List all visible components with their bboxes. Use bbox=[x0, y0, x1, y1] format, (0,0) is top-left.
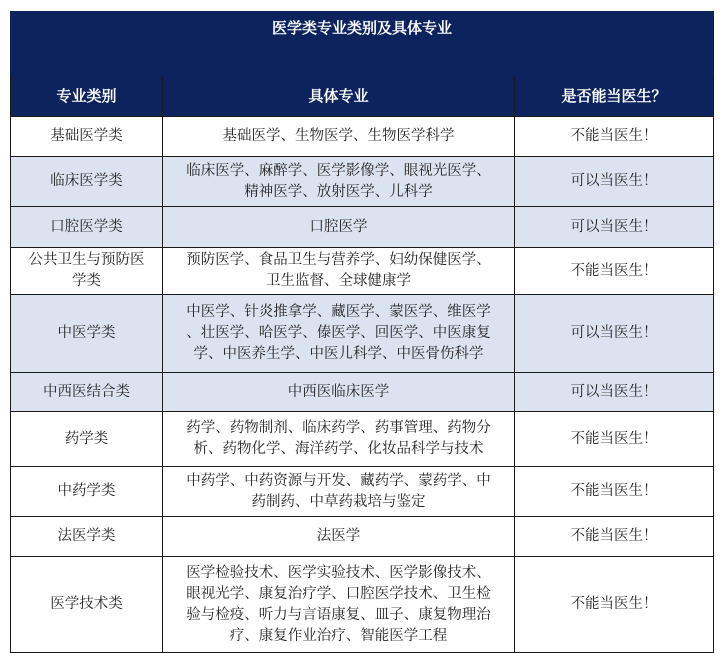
majors-cell-line: 卫生监督、全球健康学 bbox=[266, 273, 411, 289]
category-cell-line: 医学技术类 bbox=[50, 596, 123, 612]
category-cell bbox=[11, 517, 163, 557]
doctor-cell: 可以当医生！ bbox=[515, 295, 714, 373]
majors-cell-line: 基础医学、生物医学、生物医学科学 bbox=[222, 128, 455, 144]
table-row bbox=[11, 248, 714, 295]
majors-cell bbox=[163, 157, 515, 207]
majors-cell-line: 疗、康复作业治疗、智能医学工程 bbox=[229, 627, 448, 644]
doctor-cell: 可以当医生！ bbox=[515, 157, 714, 207]
majors-cell-line: 临床医学、麻醉学、医学影像学、眼视光医学、 bbox=[186, 162, 491, 179]
table-row bbox=[11, 517, 714, 557]
majors-cell-line: 、壮医学、哈医学、傣医学、回医学、中医康复 bbox=[186, 325, 491, 341]
category-cell-line: 法医学类 bbox=[57, 528, 116, 544]
majors-cell-line: 学、中医养生学、中医儿科学、中医骨伤科学 bbox=[193, 346, 484, 362]
majors-cell bbox=[163, 373, 515, 412]
category-cell bbox=[11, 373, 163, 412]
majors-cell bbox=[163, 248, 515, 295]
table-row bbox=[11, 557, 714, 653]
doctor-cell: 不能当医生！ bbox=[515, 557, 714, 653]
category-cell-line: 学类 bbox=[72, 273, 101, 289]
category-cell-line: 公共卫生与预防医 bbox=[28, 252, 145, 268]
table-row bbox=[11, 157, 714, 207]
majors-cell-line: 药学、药物制剂、临床药学、药事管理、药物分 bbox=[186, 420, 491, 436]
category-cell-line: 基础医学类 bbox=[50, 128, 123, 144]
doctor-cell: 不能当医生！ bbox=[515, 248, 714, 295]
majors-cell-line: 验与检疫、听力与言语康复、皿子、康复物理治 bbox=[186, 606, 491, 623]
majors-cell bbox=[163, 467, 515, 517]
majors-cell-line: 预防医学、食品卫生与营养学、妇幼保健医学、 bbox=[186, 252, 491, 268]
header-majors: 具体专业 bbox=[163, 76, 515, 117]
header-category: 专业类别 bbox=[11, 76, 163, 117]
doctor-cell: 可以当医生！ bbox=[515, 373, 714, 412]
table-row bbox=[11, 117, 714, 157]
category-cell bbox=[11, 412, 163, 467]
majors-cell bbox=[163, 207, 515, 248]
category-cell-line: 药学类 bbox=[64, 430, 109, 447]
doctor-cell: 不能当医生！ bbox=[515, 517, 714, 557]
header-row bbox=[11, 76, 714, 117]
header-doctor: 是否能当医生？ bbox=[515, 76, 714, 117]
majors-cell bbox=[163, 412, 515, 467]
medical-majors-table bbox=[10, 11, 714, 653]
category-cell bbox=[11, 557, 163, 653]
majors-cell-line: 眼视光学、康复治疗学、口腔医学技术、卫生检 bbox=[186, 585, 491, 602]
category-cell-line: 临床医学类 bbox=[50, 173, 123, 189]
majors-cell-line: 药制药、中草药栽培与鉴定 bbox=[251, 493, 426, 510]
table-row bbox=[11, 373, 714, 412]
majors-cell bbox=[163, 517, 515, 557]
majors-cell-line: 医学检验技术、医学实验技术、医学影像技术、 bbox=[186, 564, 491, 581]
category-cell bbox=[11, 157, 163, 207]
category-cell-line: 中西医结合类 bbox=[43, 383, 130, 400]
majors-cell-line: 析、药物化学、海洋药学、化妆品科学与技术 bbox=[193, 441, 484, 457]
majors-cell bbox=[163, 557, 515, 653]
doctor-cell: 不能当医生！ bbox=[515, 467, 714, 517]
majors-cell-line: 口腔医学 bbox=[309, 218, 368, 235]
majors-cell bbox=[163, 295, 515, 373]
table-title: 医学类专业类别及具体专业 bbox=[11, 12, 714, 76]
category-cell bbox=[11, 467, 163, 517]
category-cell bbox=[11, 207, 163, 248]
table-row bbox=[11, 295, 714, 373]
majors-cell-line: 法医学 bbox=[316, 528, 361, 544]
majors-cell-line: 中医学、针炎推拿学、藏医学、蒙医学、维医学 bbox=[186, 304, 491, 320]
category-cell-line: 中医学类 bbox=[57, 325, 116, 341]
majors-cell-line: 精神医学、放射医学、儿科学 bbox=[244, 183, 433, 200]
doctor-cell: 可以当医生！ bbox=[515, 207, 714, 248]
table-row bbox=[11, 207, 714, 248]
doctor-cell: 不能当医生！ bbox=[515, 117, 714, 157]
table-row bbox=[11, 412, 714, 467]
majors-cell-line: 中药学、中药资源与开发、藏药学、蒙药学、中 bbox=[186, 472, 491, 489]
category-cell bbox=[11, 295, 163, 373]
category-cell-line: 口腔医学类 bbox=[50, 218, 123, 235]
category-cell-line: 中药学类 bbox=[57, 483, 116, 499]
category-cell bbox=[11, 248, 163, 295]
majors-cell-line: 中西医临床医学 bbox=[287, 383, 390, 400]
table-row bbox=[11, 467, 714, 517]
doctor-cell: 不能当医生！ bbox=[515, 412, 714, 467]
majors-cell bbox=[163, 117, 515, 157]
category-cell bbox=[11, 117, 163, 157]
